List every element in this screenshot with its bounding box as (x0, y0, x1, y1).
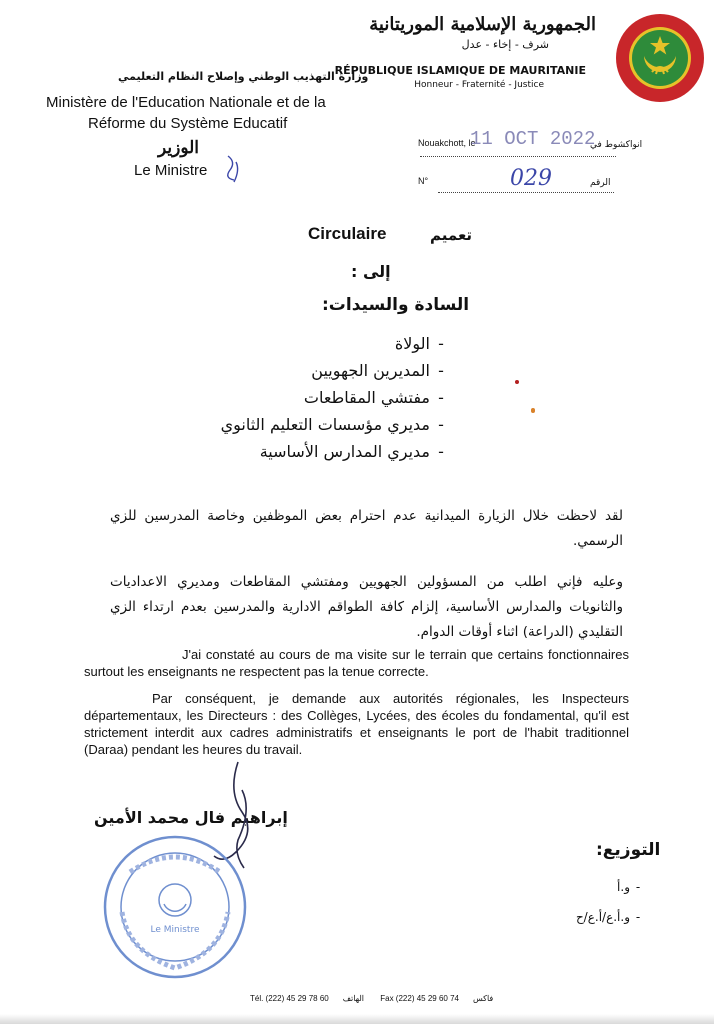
republic-name-ar: الجمهورية الإسلامية الموريتانية (369, 14, 596, 35)
republic-name-fr: RÉPUBLIQUE ISLAMIQUE DE MAURITANIE (334, 64, 586, 77)
document-title-ar: تعميم (430, 226, 473, 244)
footer-tel-ar: الهاتف (342, 994, 365, 1003)
page-edge (0, 1014, 714, 1024)
official-stamp-icon (100, 832, 250, 982)
ministry-name-fr-line1: Ministère de l'Education Nationale et de la (46, 94, 326, 111)
footer-fax-ar: فاكس (472, 994, 494, 1003)
ink-dot (515, 380, 519, 384)
to-label: إلى : (351, 262, 391, 281)
body-paragraph-ar-1: لقد لاحظت خلال الزيارة الميدانية عدم احترام بعض الموظفين وخاصة المدرسين للزي الرسمي. (110, 508, 623, 549)
recipients-list (221, 330, 452, 465)
body-paragraph-ar-2: وعليه فإني اطلب من المسؤولين الجهويين ومفتشي المقاطعات ومديري الاعداديات والثانويات والمدارس الأساسية، إلزام كافة الطواقم الادارية والمدرسين بعدم ارتداء الزي التقليدي (الدراعة) اثناء أوقات الدوام. (110, 574, 623, 640)
addressee-label: السادة والسيدات: (322, 295, 470, 315)
list-item: - المديرين الجهويين (221, 357, 452, 384)
ministry-name-fr-line2: Réforme du Système Educatif (88, 115, 288, 132)
footer-fax: Fax (222) 45 29 60 74 (380, 994, 459, 1003)
body-paragraph-fr-1: J'ai constaté au cours de ma visite sur le terrain que certains fonctionnaires surtout les enseignants ne respectent pas la tenue correcte. (84, 647, 629, 679)
minister-title-fr: Le Ministre (134, 162, 208, 179)
number-label-ar: الرقم (590, 178, 611, 188)
motto-fr: Honneur - Fraternité - Justice (414, 80, 544, 90)
list-item: - و.أ (576, 872, 646, 902)
minister-initial-scribble-icon (222, 152, 246, 186)
signatory-name: إبراهيم فال محمد الأمين (94, 808, 288, 827)
list-item: - و.أ.ع/أ.ع/ح (576, 902, 646, 932)
number-label-fr: N° (418, 176, 429, 186)
list-item: - مفتشي المقاطعات (221, 384, 452, 411)
document-number: 029 (510, 166, 552, 191)
motto-ar: شرف - إخاء - عدل (461, 38, 549, 51)
distribution-list (576, 872, 646, 932)
distribution-title: التوزيع: (596, 840, 661, 860)
list-item: - مديري مؤسسات التعليم الثانوي (221, 411, 452, 438)
document-title-fr: Circulaire (308, 224, 387, 243)
minister-title-ar: الوزير (158, 138, 200, 158)
footer-contact (250, 994, 507, 1003)
ink-dot (531, 408, 535, 413)
ministry-name-ar: وزارة التهذيب الوطني وإصلاح النظام التعليمي (118, 70, 369, 83)
body-paragraph-fr-2: Par conséquent, je demande aux autorités régionales, les Inspecteurs départementaux, les Directeurs : des Collèges, Lycées, des écoles du fondamental, qu'il est strictement interdit aux cadres administratifs et enseignants le port de l'habit traditionnel (Daraa) pendant les heures du travail. (84, 691, 629, 757)
list-item: - مديري المدارس الأساسية (221, 438, 452, 465)
footer-tel: Tél. (222) 45 29 78 60 (250, 994, 329, 1003)
date-label-ar: انواكشوط في (590, 140, 643, 150)
national-emblem-icon (614, 12, 706, 104)
list-item: - الولاة (221, 330, 452, 357)
date-label-fr: Nouakchott, le (418, 138, 476, 148)
date-stamp: 11 OCT 2022 (470, 128, 596, 150)
stamp-label: Le Ministre (150, 925, 200, 935)
